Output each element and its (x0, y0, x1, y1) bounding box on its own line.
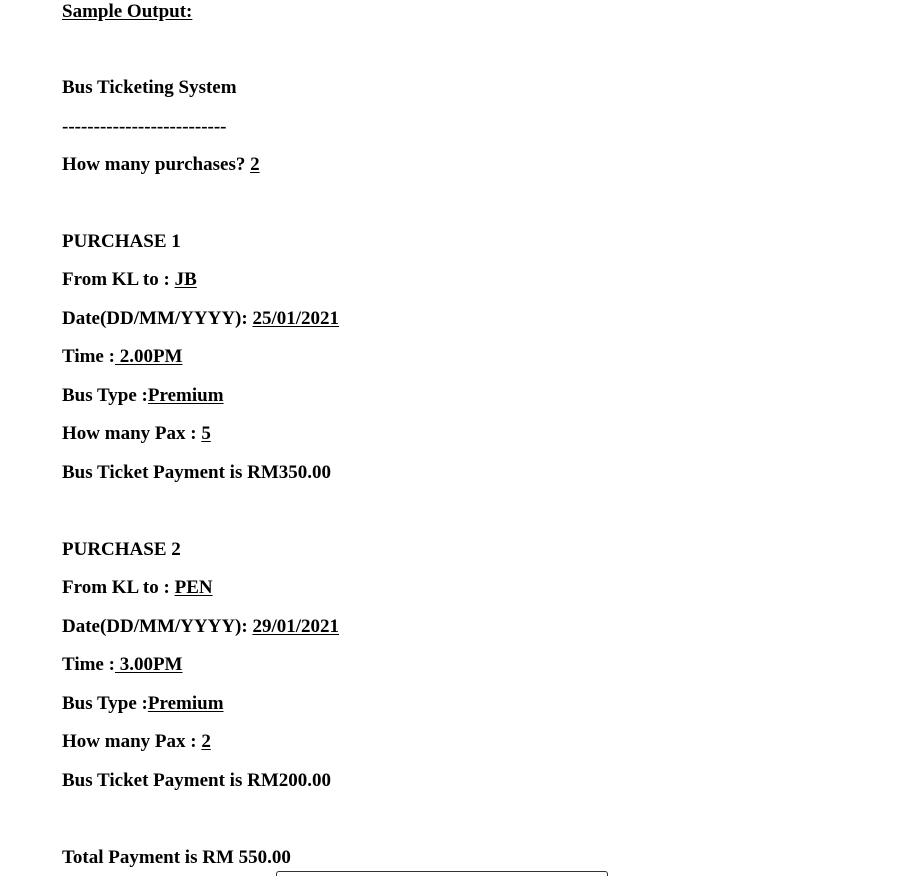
purchase-1-pax-row (62, 423, 211, 445)
purchase-1-time-row (62, 346, 183, 368)
date-label: Date(DD/MM/YYYY): (62, 616, 253, 637)
purchase-2-bus-type-row (62, 693, 224, 715)
destination-label: From KL to : (62, 269, 175, 290)
time-value: 3.00PM (114, 654, 183, 675)
pax-label: How many Pax : (62, 423, 202, 444)
purchase-1-date-row (62, 308, 339, 330)
separator-line: -------------------------- (62, 116, 227, 137)
program-title: Bus Ticketing System (62, 77, 237, 98)
sample-output-heading: Sample Output: (62, 1, 193, 22)
bottom-edge-divider (276, 871, 608, 876)
purchase-2-header: PURCHASE 2 (62, 539, 181, 560)
time-label: Time : (62, 346, 115, 367)
purchase-1-bus-type-row (62, 385, 224, 407)
date-value: 29/01/2021 (252, 616, 340, 637)
date-label: Date(DD/MM/YYYY): (62, 308, 253, 329)
time-value: 2.00PM (114, 346, 183, 367)
purchases-count-value: 2 (250, 154, 260, 175)
bus-type-value: Premium (147, 385, 224, 406)
pax-value: 5 (201, 423, 211, 444)
purchases-count-row (62, 154, 260, 176)
destination-label: From KL to : (62, 577, 175, 598)
destination-value: JB (174, 269, 197, 290)
bus-type-label: Bus Type : (62, 693, 148, 714)
purchase-2-payment: Bus Ticket Payment is RM200.00 (62, 770, 331, 791)
purchase-2-time-row (62, 654, 183, 676)
purchase-2-destination-row (62, 577, 213, 599)
pax-label: How many Pax : (62, 731, 202, 752)
purchases-prompt: How many purchases? (62, 154, 251, 175)
total-payment: Total Payment is RM 550.00 (62, 847, 291, 868)
purchase-1-payment: Bus Ticket Payment is RM350.00 (62, 462, 331, 483)
bus-type-label: Bus Type : (62, 385, 148, 406)
destination-value: PEN (174, 577, 213, 598)
purchase-2-date-row (62, 616, 339, 638)
time-label: Time : (62, 654, 115, 675)
purchase-2-pax-row (62, 731, 211, 753)
purchase-1-header: PURCHASE 1 (62, 231, 181, 252)
bus-type-value: Premium (147, 693, 224, 714)
purchase-1-destination-row (62, 269, 197, 291)
pax-value: 2 (201, 731, 211, 752)
date-value: 25/01/2021 (252, 308, 340, 329)
